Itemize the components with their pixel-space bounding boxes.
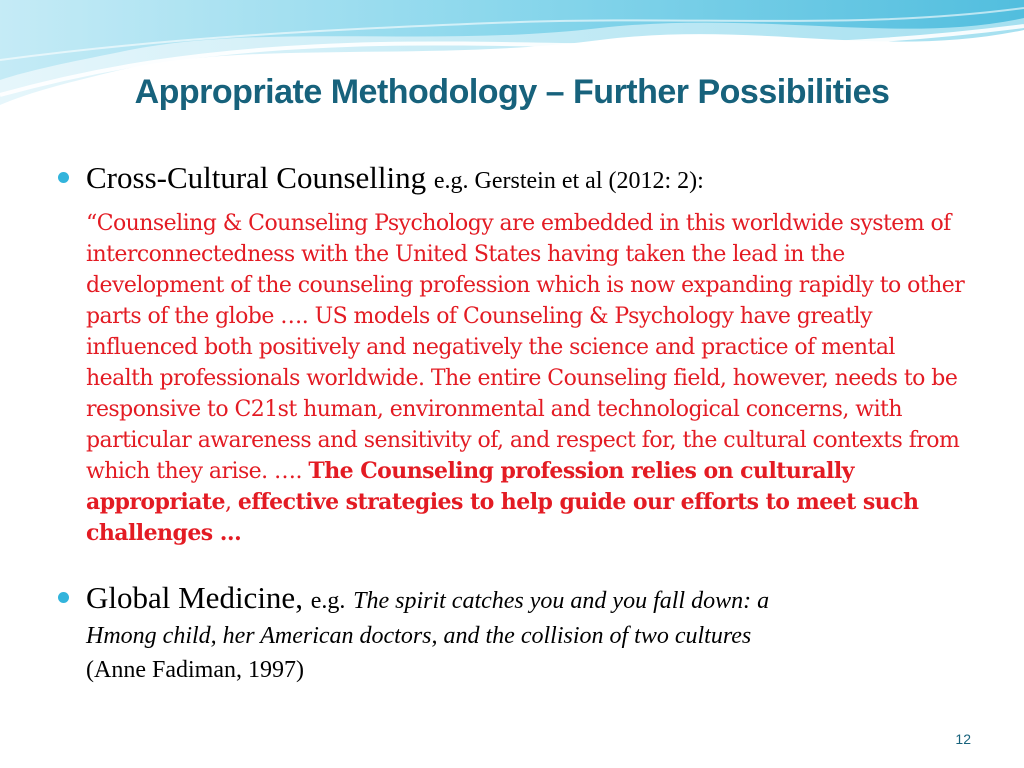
bullet-1-heading: Cross-Cultural Counselling <box>86 160 427 195</box>
slide-title: Appropriate Methodology – Further Possibilities <box>134 73 890 111</box>
bullet-1-source: e.g. Gerstein et al (2012: 2): <box>433 168 704 194</box>
bullet-1-header <box>86 160 956 199</box>
quote-comma: , <box>224 490 232 515</box>
book-title-part-2: Hmong child, her American doctors, and the collision of two cultures <box>86 623 752 649</box>
book-title-part-1: The spirit catches you and you fall down: a <box>353 588 770 614</box>
bullet-2 <box>86 580 956 687</box>
book-citation: (Anne Fadiman, 1997) <box>86 657 304 683</box>
bullet-2-eg: e.g. <box>310 588 346 614</box>
bullet-1-quote <box>86 208 966 549</box>
bullet-dot-icon <box>58 592 69 603</box>
bullet-dot-icon <box>58 172 69 183</box>
quote-bold-text-2: effective strategies to help guide our efforts to meet such challenges … <box>86 489 919 546</box>
page-number: 12 <box>955 731 971 747</box>
bullet-2-heading: Global Medicine, <box>86 580 303 615</box>
quote-plain-text: “Counseling & Counseling Psychology are embedded in this worldwide system of interconnectedness with the United States having taken the lead in the development of the counseling profession which is now expanding rapidly to other parts of the globe …. US models of Counseling & Psychology have greatly influenced both positively and negatively the science and practice of mental health professionals worldwide. The entire Counseling field, however, needs to be responsive to C21st human, environmental and technological concerns, with particular awareness and sensitivity of, and respect for, the cultural contexts from which they arise. …. <box>86 211 965 484</box>
quote-bold-text-1: The Counseling profession relies on culturally appropriate <box>86 458 854 515</box>
